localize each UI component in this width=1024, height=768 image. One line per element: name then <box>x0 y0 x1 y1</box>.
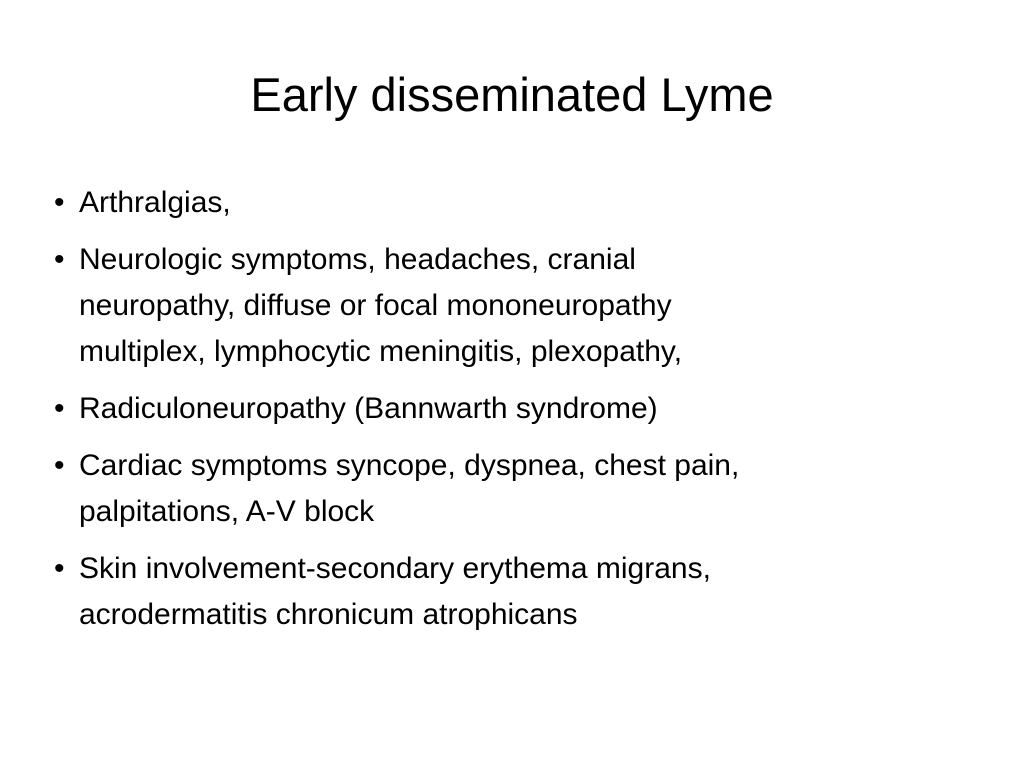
bullet-dot-icon: • <box>54 186 65 219</box>
bullet-dot-icon: • <box>54 392 65 425</box>
bullet-dot-icon: • <box>54 552 65 585</box>
bullet-text: Radiculoneuropathy (Bannwarth syndrome) <box>79 392 658 425</box>
bullet-item <box>54 386 954 432</box>
bullet-dot-icon: • <box>54 243 65 276</box>
slide-title: Early disseminated Lyme <box>250 68 774 121</box>
bullet-list <box>54 180 954 649</box>
bullet-item <box>54 237 954 375</box>
bullet-text: Neurologic symptoms, headaches, cranial neuropathy, diffuse or focal mononeuropathy multiplex, lymphocytic meningitis, plexopathy, <box>79 243 683 368</box>
bullet-text: Skin involvement-secondary erythema migrans, acrodermatitis chronicum atrophicans <box>79 552 711 631</box>
bullet-item <box>54 180 954 226</box>
bullet-dot-icon: • <box>54 449 65 482</box>
bullet-text: Arthralgias, <box>79 186 231 219</box>
bullet-item <box>54 443 954 535</box>
bullet-text: Cardiac symptoms syncope, dyspnea, chest pain, palpitations, A-V block <box>79 449 740 528</box>
bullet-item <box>54 546 954 638</box>
